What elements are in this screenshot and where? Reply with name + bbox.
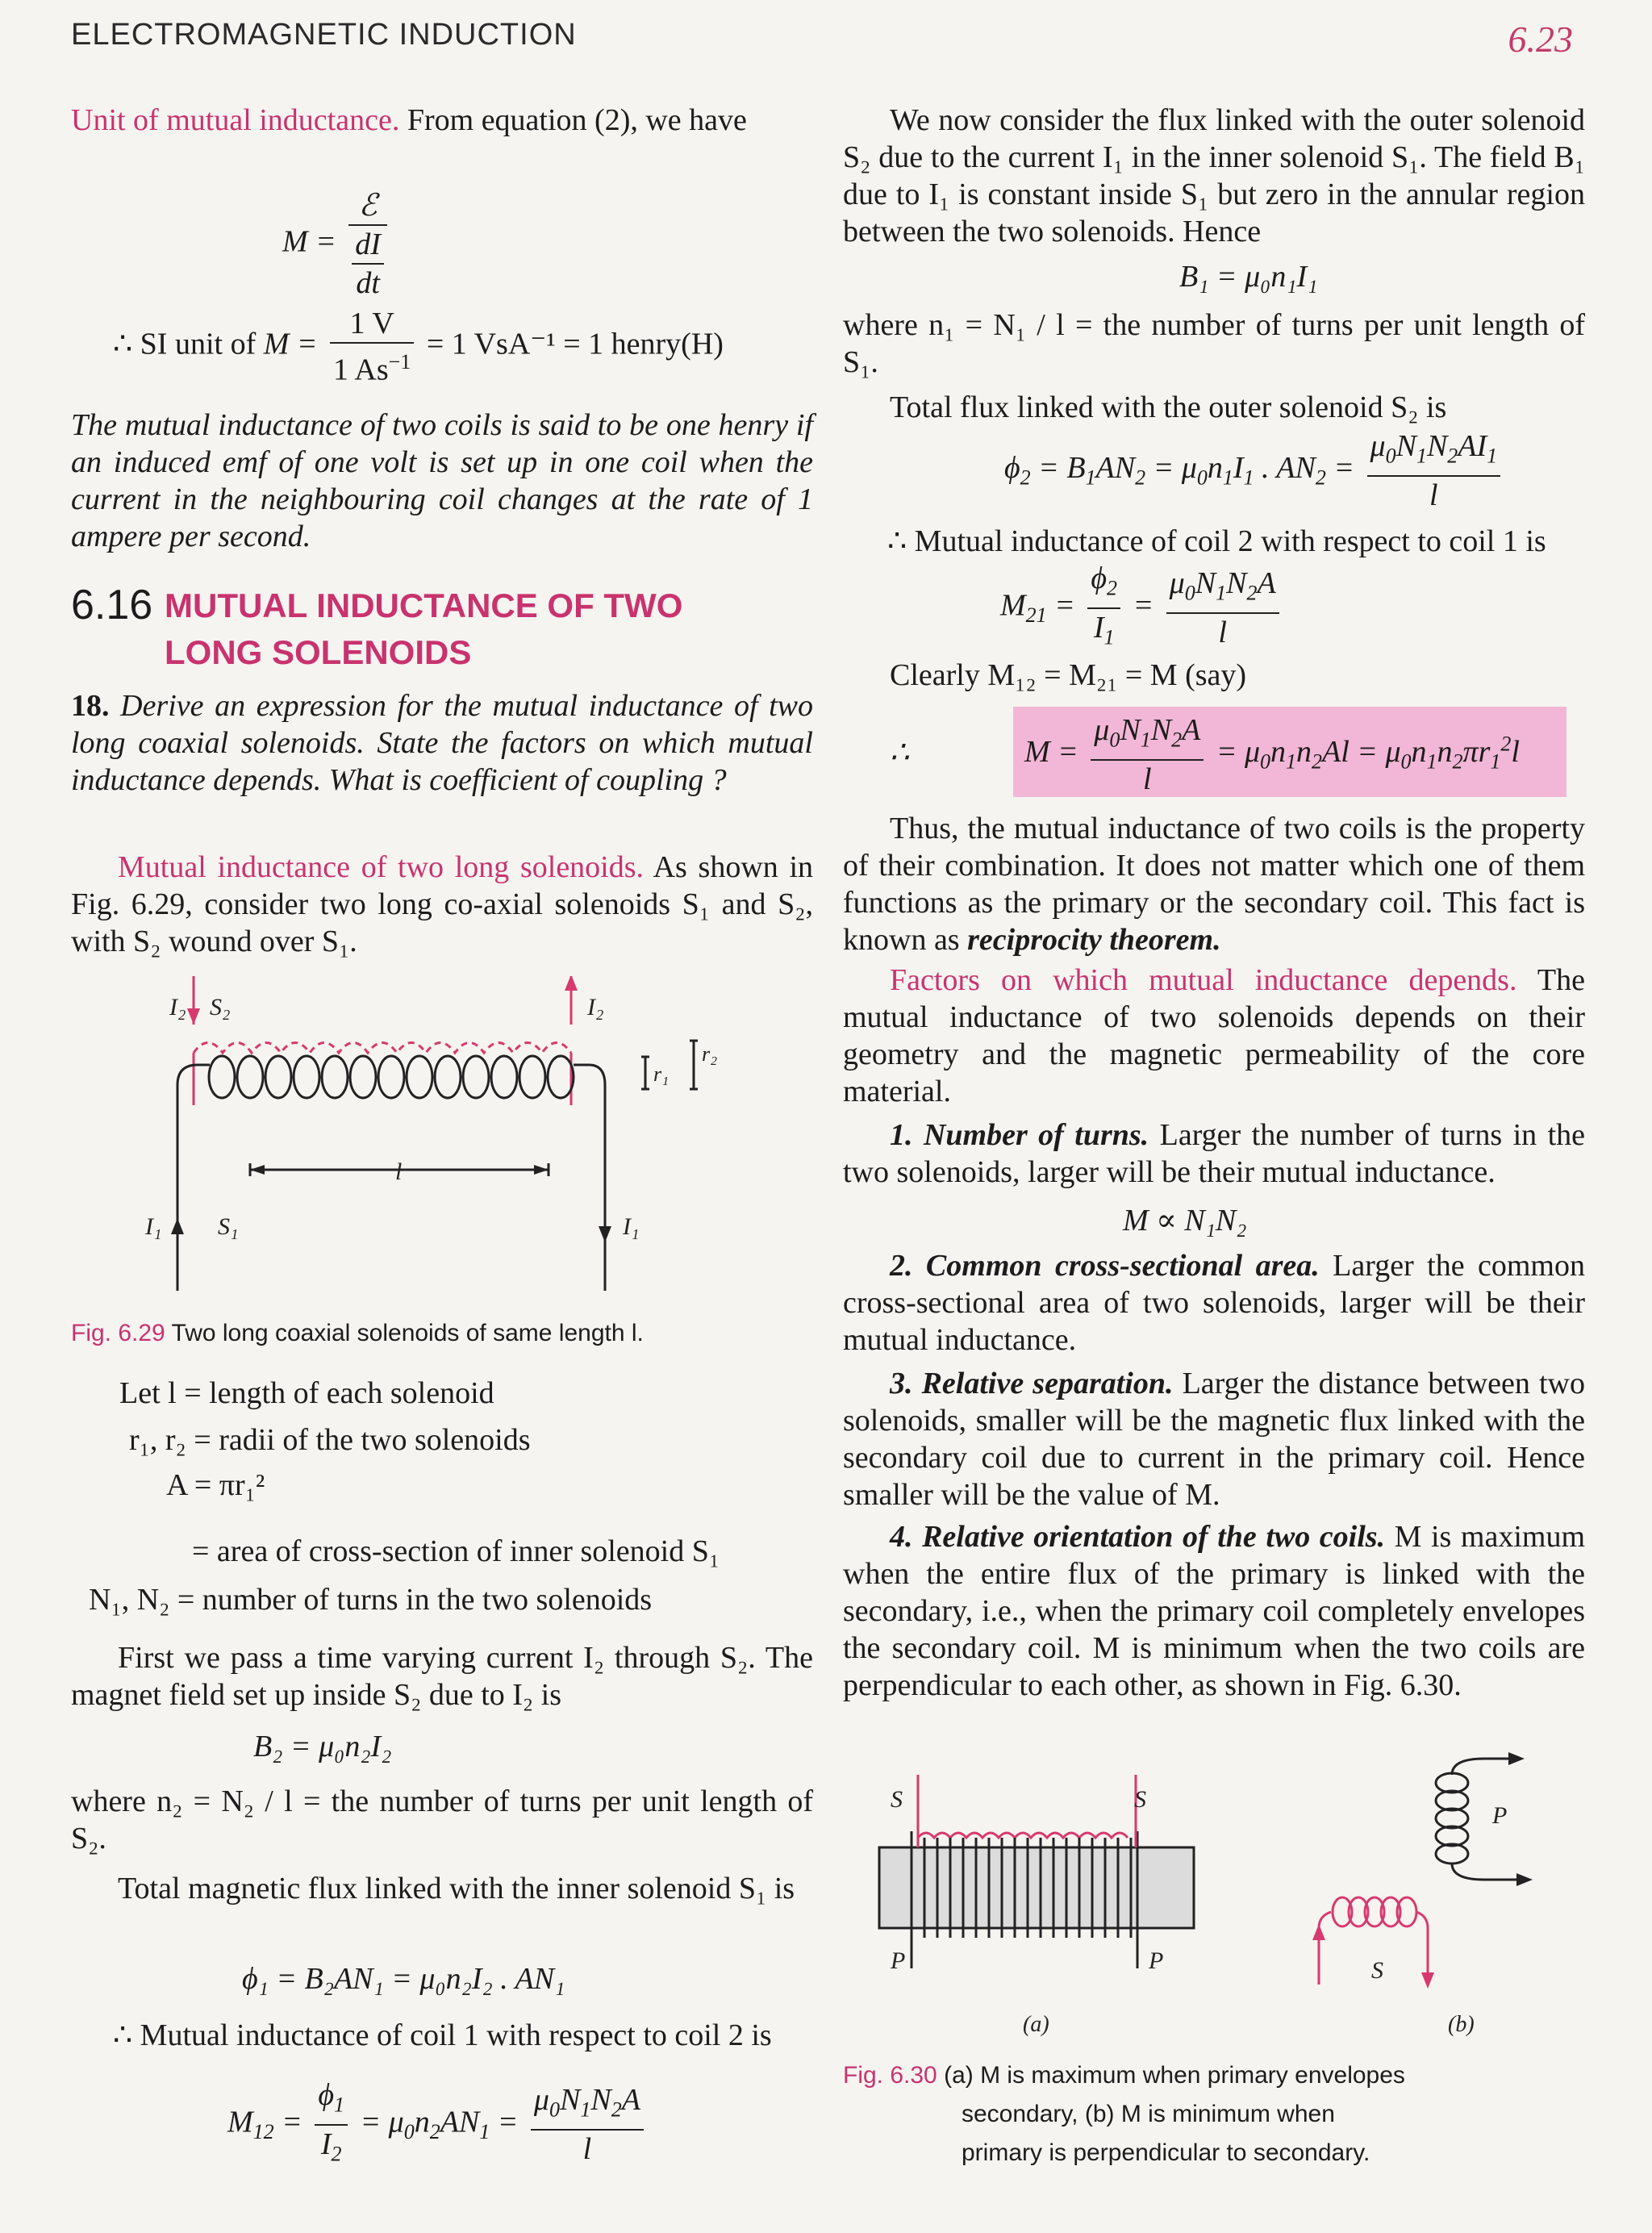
svg-text:I₁: I₁ [145, 1213, 162, 1240]
svg-text:P: P [1149, 1947, 1164, 1974]
equation-b2: B₂ = μ₀n₂I₂ [253, 1730, 392, 1763]
si-value: = 1 VsA⁻¹ = 1 henry(H) [426, 327, 724, 361]
factor-3-text: Larger the distance between two solenoids, smaller will be the magnetic flux linked with the secondary coil due to current in the primary coil. Hence smaller will be the value of M. [843, 1367, 1585, 1512]
factor-1-title: 1. Number of turns. [890, 1118, 1149, 1152]
fig30-line-1: (a) M is maximum when primary envelopes [944, 2062, 1405, 2089]
henry-definition: The mutual inductance of two coils is said to be one henry if an induced emf of one volt is set up in one coil when the current in the neighbouring coil changes at the rate of 1 ampere per second. [71, 408, 813, 553]
svg-text:S: S [891, 1786, 903, 1813]
let-4: = area of cross-section of inner solenoid S₁ [192, 1534, 720, 1568]
figure-6-29-solenoids [129, 976, 742, 1307]
svg-text:I₂: I₂ [587, 994, 604, 1021]
section-number: 6.16 [71, 582, 153, 628]
section-title-line-1: MUTUAL INDUCTANCE OF TWO [165, 586, 683, 624]
fig29-text: Two long coaxial solenoids of same length l. [171, 1320, 644, 1346]
factor-3-title: 3. Relative separation. [890, 1367, 1174, 1400]
m21-intro: ∴ Mutual inductance of coil 2 with respect to coil 1 is [887, 524, 1546, 558]
figure-6-30-caption [843, 2059, 1405, 2093]
svg-text:(b): (b) [1448, 2012, 1475, 2037]
equation-phi2: $\phi_2 = B_1AN_2 = \mu_0n_1I_1$ . $AN_2$ = $\frac{\mu_0N_1N_2AI_1}{l}$ [1004, 428, 1505, 514]
si-label: ∴ SI unit of [113, 327, 257, 361]
section-title [165, 582, 682, 676]
first-pass-paragraph: First we pass a time varying current I₂ through S₂. The magnet field set up inside S₂ due to I₂ is [71, 1641, 813, 1712]
question-18 [71, 687, 813, 799]
svg-text:r₁: r₁ [653, 1062, 670, 1086]
factor-2 [843, 1247, 1585, 1359]
factors-heading: Factors on which mutual inductance depends. [890, 963, 1517, 997]
svg-text:r₂: r₂ [702, 1042, 718, 1066]
fig30-label: Fig. 6.30 [843, 2062, 937, 2089]
svg-text:S: S [1371, 1957, 1383, 1984]
right-p1: We now consider the flux linked with the outer solenoid S₂ due to the current I₁ in the inner solenoid S₁. The field B₁ due to I₁ is constant inside S₁ but zero in the annular region between the two solenoids. Hence [843, 103, 1585, 248]
question-number: 18. [71, 689, 110, 723]
mis-heading: Mutual inductance of two long solenoids. [118, 850, 645, 884]
svg-text:I₂: I₂ [169, 994, 186, 1021]
total-outer: Total flux linked with the outer solenoid S₂ is [890, 390, 1447, 424]
svg-text:l: l [395, 1158, 403, 1185]
unit-heading: Unit of mutual inductance. [71, 103, 400, 137]
equation-m21: $M_{21}$ = $\frac{\phi_2}{I_1}$ = $\frac{\mu_0N_1N_2A}{l}$ [1000, 560, 1284, 656]
question-text: Derive an expression for the mutual inductance of two long coaxial solenoids. State the factors on which mutual inductance depends. What is coefficient of coupling ? [71, 689, 814, 797]
section-title-line-2: LONG SOLENOIDS [165, 633, 472, 671]
svg-text:P: P [1492, 1802, 1508, 1829]
svg-text:S₂: S₂ [210, 994, 231, 1021]
factor-3 [843, 1365, 1585, 1513]
m12-intro: ∴ Mutual inductance of coil 1 with respect to coil 2 is [113, 2018, 772, 2052]
equation-m12: $M_{12}$ = $\frac{\phi_1}{I_2}$ = $\mu_0n_2AN_1$ = $\frac{\mu_0N_1N_2A}{l}$ [227, 2076, 649, 2172]
therefore-symbol: ∴ [890, 736, 910, 770]
equation-m-emf: M = $\frac{\text{ℰ}}{\frac{dI}{dt}}$ [282, 187, 392, 302]
let-2: r₁, r₂ = radii of the two solenoids [129, 1423, 531, 1457]
reciprocity-term: reciprocity theorem. [967, 923, 1221, 957]
mis-paragraph [71, 849, 813, 960]
total-inner-paragraph: Total magnetic flux linked with the inner solenoid S₁ is [118, 1872, 795, 1905]
factor-4-title: 4. Relative orientation of the two coils. [890, 1520, 1386, 1554]
let-3: A = πr₁² [166, 1468, 265, 1502]
svg-text:(a): (a) [1023, 2012, 1049, 2037]
figure-6-30-orientation [855, 1751, 1565, 2049]
page-number: 6.23 [1508, 19, 1573, 60]
factor-1 [843, 1116, 1585, 1191]
thus-paragraph [843, 810, 1585, 958]
equation-b1: B₁ = μ₀n₁I₁ [1179, 260, 1318, 294]
equation-phi1: ϕ₁ = B₂AN₁ = μ₀n₂I₂ . AN₁ [242, 1962, 565, 1996]
factor-1-text: Larger the number of turns in the two solenoids, larger will be their mutual inductance. [843, 1118, 1585, 1189]
svg-text:S₁: S₁ [218, 1213, 239, 1240]
svg-text:P: P [891, 1947, 906, 1974]
thus-text: Thus, the mutual inductance of two coils is the property of their combination. It does not matter which one of them functions as the primary or the secondary coil. This fact is known as [843, 812, 1585, 957]
factor-4 [843, 1518, 1585, 1704]
equation-proportional: M ∝ N₁N₂ [1123, 1204, 1247, 1238]
factor-2-text: Larger the common cross-sectional area of two solenoids, larger will be their mutual inductance. [843, 1249, 1585, 1357]
clearly-line: Clearly M₁₂ = M₂₁ = M (say) [890, 658, 1247, 692]
where-n1: where n₁ = N₁ / l = the number of turns per unit length of S₁. [843, 308, 1585, 379]
equation-m-result: M = $\frac{\mu_0N_1N_2A}{l}$ = $\mu_0n_1n_2Al = \mu_0n_1n_2\pi r_1^2l$ [1024, 713, 1520, 796]
factors-paragraph [843, 962, 1585, 1110]
fig29-label: Fig. 6.29 [71, 1320, 165, 1346]
mis-text: As shown in Fig. 6.29, consider two long co-axial solenoids S₁ and S₂, with S₂ wound over S₁. [71, 850, 813, 958]
svg-text:I₁: I₁ [623, 1213, 640, 1240]
svg-text:S: S [1134, 1786, 1146, 1813]
equation-si-unit: ∴ SI unit of M = $\frac{1 V}{1 As^{-1}}$ = 1 VsA⁻¹ = 1 henry(H) [113, 307, 724, 387]
factor-4-text: M is maximum when the entire flux of the primary is linked with the secondary, i.e., when the primary coil completely envelopes the secondary coil. M is minimum when the two coils are perpendicular to each other, as shown in Fig. 6.30. [843, 1520, 1585, 1702]
where-n2: where n₂ = N₂ / l = the number of turns per unit length of S₂. [71, 1784, 813, 1855]
unit-paragraph [71, 102, 813, 139]
unit-text: From equation (2), we have [399, 103, 747, 137]
let-1: Let l = length of each solenoid [119, 1376, 494, 1410]
figure-6-29-caption [71, 1317, 644, 1350]
factor-2-title: 2. Common cross-sectional area. [890, 1249, 1320, 1283]
fig30-line-2: secondary, (b) M is minimum when [962, 2101, 1335, 2127]
chapter-title: ELECTROMAGNETIC INDUCTION [71, 18, 577, 52]
fig30-line-3: primary is perpendicular to secondary. [962, 2139, 1370, 2166]
let-5: N₁, N₂ = number of turns in the two solenoids [89, 1583, 653, 1617]
factors-text: The mutual inductance of two solenoids depends on their geometry and the magnetic permeability of the core material. [843, 963, 1585, 1108]
